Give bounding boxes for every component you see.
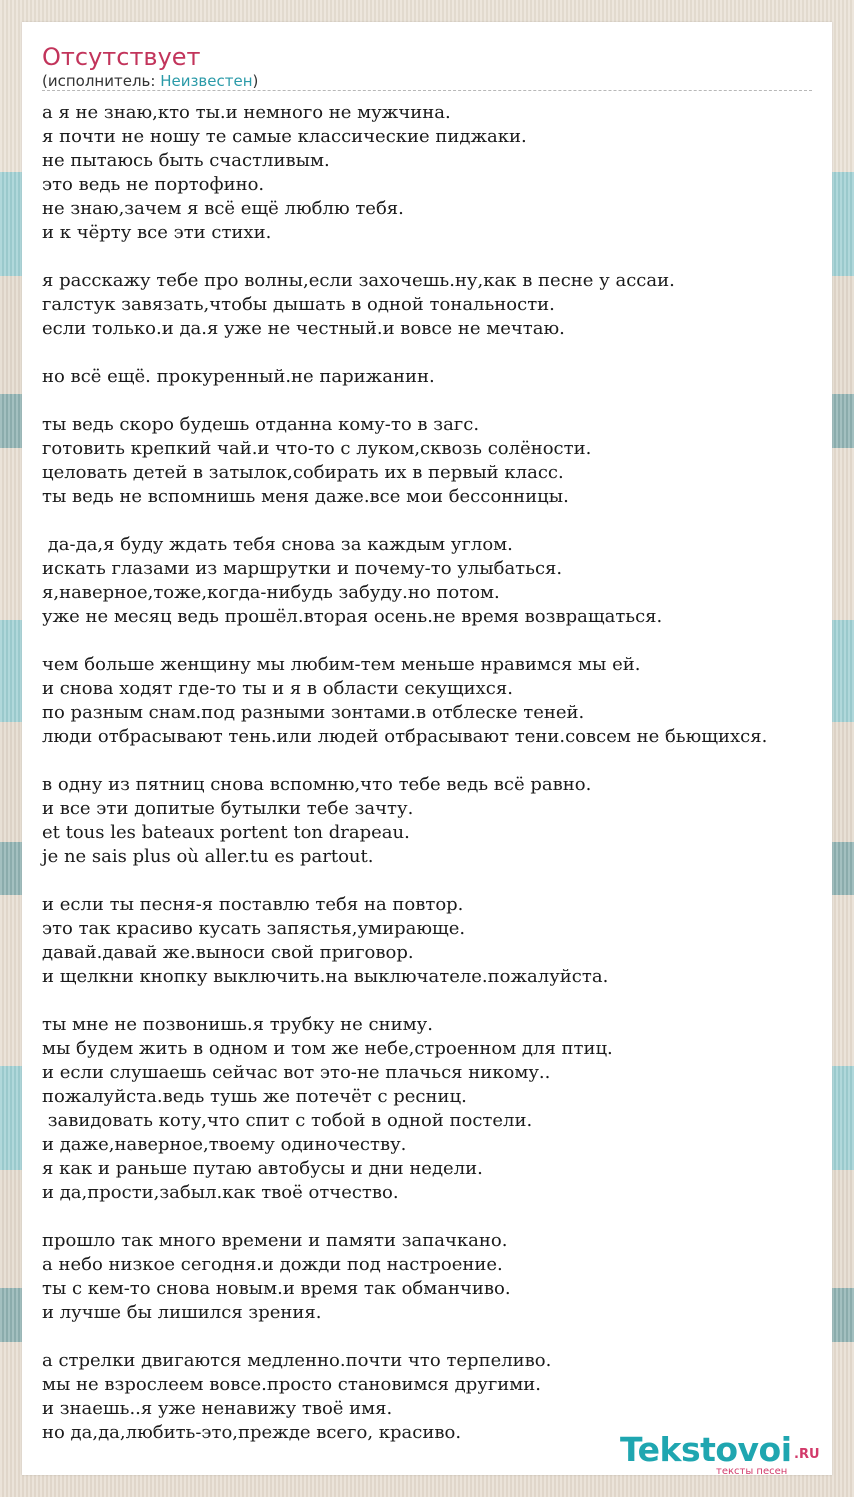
lyrics-line: чем больше женщину мы любим-тем меньше нравимся мы ей.	[42, 654, 641, 675]
lyrics-line: но да,да,любить-это,прежде всего, красиво.	[42, 1422, 462, 1443]
artist-suffix: )	[252, 72, 259, 90]
lyrics-body	[42, 101, 842, 1445]
lyrics-line: это ведь не портофино.	[42, 174, 265, 195]
lyrics-blank-line	[42, 869, 842, 893]
lyrics-line: галстук завязать,чтобы дышать в одной тональности.	[42, 294, 555, 315]
lyrics-line: да-да,я буду ждать тебя снова за каждым углом.	[42, 534, 513, 555]
lyrics-blank-line	[42, 989, 842, 1013]
lyrics-line: а стрелки двигаются медленно.почти что терпеливо.	[42, 1350, 552, 1371]
lyrics-line: искать глазами из маршрутки и почему-то улыбаться.	[42, 558, 563, 579]
lyrics-line: ты мне не позвонишь.я трубку не сниму.	[42, 1014, 433, 1035]
lyrics-line: люди отбрасывают тень.или людей отбрасывают тени.совсем не бьющихся.	[42, 726, 768, 747]
lyrics-blank-line	[42, 509, 842, 533]
lyrics-line: я как и раньше путаю автобусы и дни недели.	[42, 1158, 483, 1179]
lyrics-line: и если слушаешь сейчас вот это-не плачься никому..	[42, 1062, 551, 1083]
lyrics-blank-line	[42, 245, 842, 269]
lyrics-line: ты с кем-то снова новым.и время так обманчиво.	[42, 1278, 511, 1299]
lyrics-line: я расскажу тебе про волны,если захочешь.ну,как в песне у ассаи.	[42, 270, 675, 291]
lyrics-line: и щелкни кнопку выключить.на выключателе.пожалуйста.	[42, 966, 609, 987]
lyrics-blank-line	[42, 389, 842, 413]
logo-brand: Tekstovoi	[620, 1430, 792, 1469]
lyrics-line: не знаю,зачем я всё ещё люблю тебя.	[42, 198, 404, 219]
site-logo[interactable]	[620, 1432, 830, 1476]
lyrics-line: пожалуйста.ведь тушь же потечёт с ресниц.	[42, 1086, 467, 1107]
lyrics-line: ты ведь скоро будешь отданна кому-то в загс.	[42, 414, 480, 435]
lyrics-line: целовать детей в затылок,собирать их в первый класс.	[42, 462, 564, 483]
artist-line	[42, 71, 258, 91]
lyrics-blank-line	[42, 341, 842, 365]
lyrics-line: прошло так много времени и памяти запачкано.	[42, 1230, 508, 1251]
lyrics-line: не пытаюсь быть счастливым.	[42, 150, 330, 171]
lyrics-line: я почти не ношу те самые классические пиджаки.	[42, 126, 527, 147]
lyrics-line: ты ведь не вспомнишь меня даже.все мои бессонницы.	[42, 486, 569, 507]
lyrics-line: уже не месяц ведь прошёл.вторая осень.не время возвращаться.	[42, 606, 663, 627]
artist-prefix: (исполнитель:	[42, 72, 161, 90]
lyrics-line: готовить крепкий чай.и что-то с луком,сквозь солёности.	[42, 438, 592, 459]
logo-tagline: тексты песен	[716, 1466, 788, 1477]
lyrics-line: давай.давай же.выноси свой приговор.	[42, 942, 414, 963]
lyrics-line: и даже,наверное,твоему одиночеству.	[42, 1134, 407, 1155]
lyrics-line: завидовать коту,что спит с тобой в одной постели.	[42, 1110, 533, 1131]
lyrics-card	[22, 22, 832, 1475]
lyrics-line: мы будем жить в одном и том же небе,строенном для птиц.	[42, 1038, 613, 1059]
lyrics-line: а небо низкое сегодня.и дожди под настроение.	[42, 1254, 503, 1275]
lyrics-line: и лучше бы лишился зрения.	[42, 1302, 322, 1323]
song-title: Отсутствует	[42, 43, 201, 71]
lyrics-line: je ne sais plus où aller.tu es partout.	[42, 846, 374, 867]
logo-tld: .RU	[794, 1447, 820, 1462]
lyrics-line: и все эти допитые бутылки тебе зачту.	[42, 798, 414, 819]
lyrics-line: это так красиво кусать запястья,умирающе.	[42, 918, 466, 939]
lyrics-line: et tous les bateaux portent ton drapeau.	[42, 822, 410, 843]
lyrics-line: если только.и да.я уже не честный.и вовсе не мечтаю.	[42, 318, 565, 339]
lyrics-line: я,наверное,тоже,когда-нибудь забуду.но потом.	[42, 582, 500, 603]
artist-link[interactable]: Неизвестен	[160, 72, 253, 90]
lyrics-line: а я не знаю,кто ты.и немного не мужчина.	[42, 102, 451, 123]
lyrics-line: но всё ещё. прокуренный.не парижанин.	[42, 366, 435, 387]
lyrics-line: и к чёрту все эти стихи.	[42, 222, 272, 243]
lyrics-line: по разным снам.под разными зонтами.в отблеске теней.	[42, 702, 585, 723]
title-divider	[42, 90, 812, 91]
lyrics-line: и если ты песня-я поставлю тебя на повтор.	[42, 894, 464, 915]
lyrics-line: и знаешь..я уже ненавижу твоё имя.	[42, 1398, 393, 1419]
lyrics-line: и да,прости,забыл.как твоё отчество.	[42, 1182, 399, 1203]
lyrics-line: и снова ходят где-то ты и я в области секущихся.	[42, 678, 513, 699]
lyrics-blank-line	[42, 749, 842, 773]
lyrics-blank-line	[42, 1205, 842, 1229]
lyrics-line: мы не взрослеем вовсе.просто становимся другими.	[42, 1374, 542, 1395]
lyrics-blank-line	[42, 629, 842, 653]
lyrics-blank-line	[42, 1325, 842, 1349]
lyrics-line: в одну из пятниц снова вспомню,что тебе ведь всё равно.	[42, 774, 592, 795]
